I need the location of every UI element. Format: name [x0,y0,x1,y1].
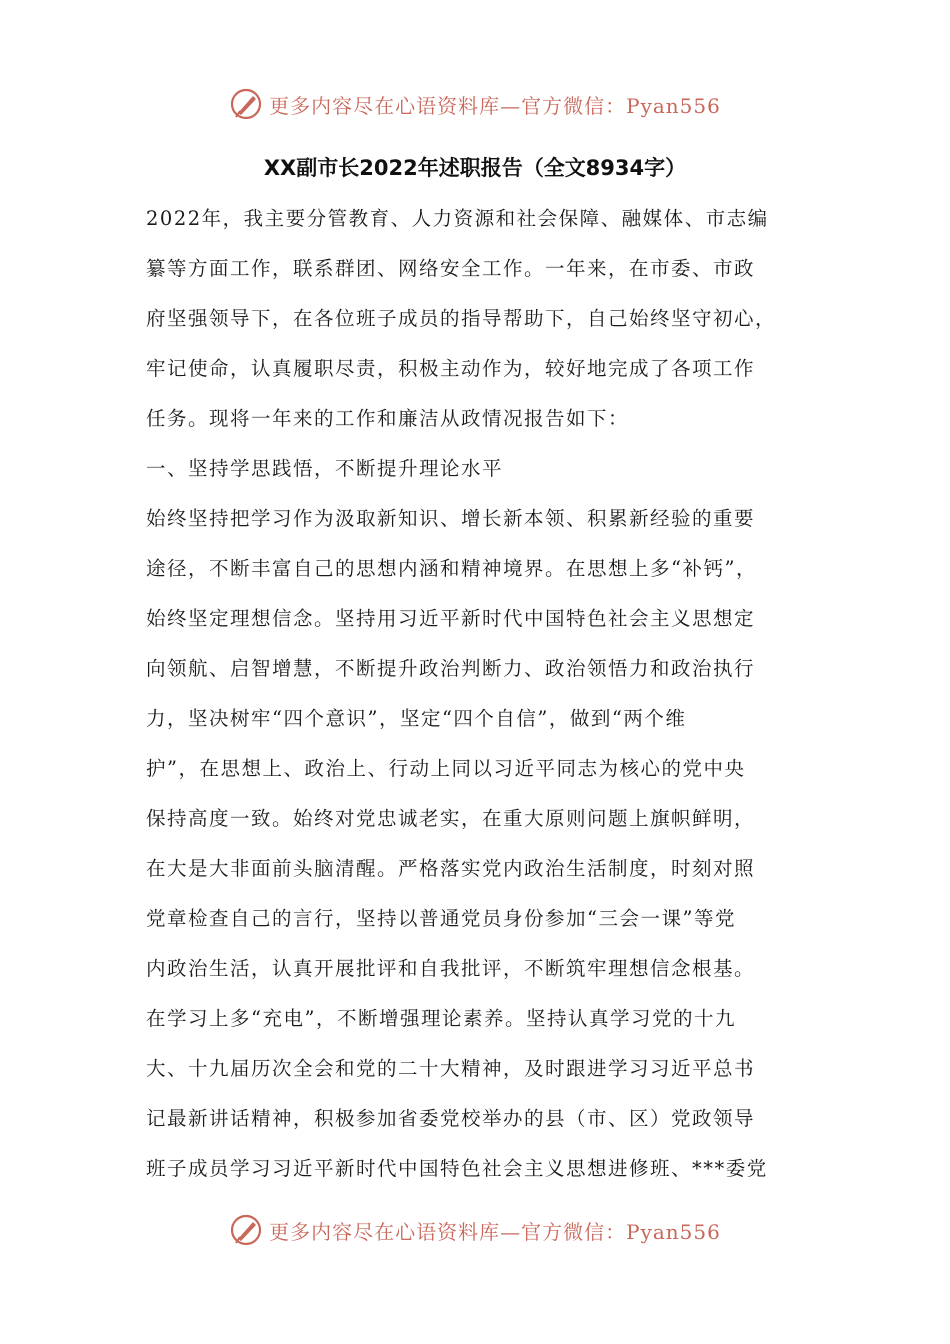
body-line: 在大是大非面前头脑清醒。严格落实党内政治生活制度，时刻对照 [146,857,756,880]
watermark-text: 更多内容尽在心语资料库—官方微信：Pyan556 [269,1219,721,1244]
quill-logo-icon [229,87,263,121]
body-line: 牢记使命，认真履职尽责，积极主动作为，较好地完成了各项工作 [146,357,756,380]
body-line: 始终坚持把学习作为汲取新知识、增长新本领、积累新经验的重要 [146,507,756,530]
body-line: 记最新讲话精神，积极参加省委党校举办的县（市、区）党政领导 [146,1107,756,1130]
document-body [146,194,810,1194]
body-line: 在学习上多“充电”，不断增强理论素养。坚持认真学习党的十九 [146,1007,736,1030]
watermark-banner-top [0,82,950,126]
body-line: 护”，在思想上、政治上、行动上同以习近平同志为核心的党中央 [146,757,746,780]
watermark-banner-bottom [0,1208,950,1252]
body-line: 大、十九届历次全会和党的二十大精神，及时跟进学习习近平总书 [146,1057,756,1080]
body-line: 任务。现将一年来的工作和廉洁从政情况报告如下： [146,407,630,430]
body-line: 向领航、启智增慧，不断提升政治判断力、政治领悟力和政治执行 [146,657,756,680]
body-line: 始终坚定理想信念。坚持用习近平新时代中国特色社会主义思想定 [146,607,756,630]
body-line: 力，坚决树牢“四个意识”，坚定“四个自信”，做到“两个维 [146,707,687,730]
body-line: 班子成员学习习近平新时代中国特色社会主义思想进修班、***委党 [146,1157,768,1180]
quill-logo-icon [229,1213,263,1247]
body-line: 2022年，我主要分管教育、人力资源和社会保障、融媒体、市志编 [146,207,769,230]
body-line: 党章检查自己的言行，坚持以普通党员身份参加“三会一课”等党 [146,907,736,930]
body-line: 保持高度一致。始终对党忠诚老实，在重大原则问题上旗帜鲜明， [146,807,756,830]
watermark-text: 更多内容尽在心语资料库—官方微信：Pyan556 [269,93,721,118]
body-line: 内政治生活，认真开展批评和自我批评，不断筑牢理想信念根基。 [146,957,756,980]
document-title: XX副市长2022年述职报告（全文8934字） [263,156,687,180]
body-line: 途径，不断丰富自己的思想内涵和精神境界。在思想上多“补钙”， [146,557,757,580]
body-line: 纂等方面工作，联系群团、网络安全工作。一年来，在市委、市政 [146,257,756,280]
body-line: 府坚强领导下，在各位班子成员的指导帮助下，自己始终坚守初心， [146,307,777,330]
section-heading: 一、坚持学思践悟，不断提升理论水平 [146,457,504,480]
